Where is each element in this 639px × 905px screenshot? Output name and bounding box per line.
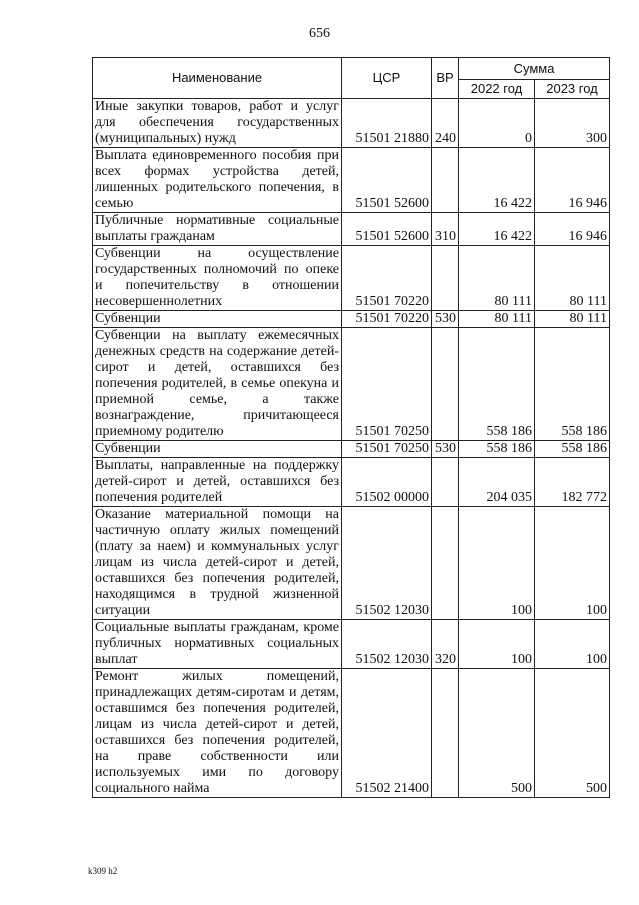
row-code: 51502 00000: [342, 458, 432, 507]
row-name: Оказание материальной помощи на частичную оплату жилых помещений (плату за наем) и коммунальных услуг лицам из числа детей-сирот и детей, оставшихся без попечения родителей, находящимся в трудной жизненной ситуации: [93, 507, 342, 620]
row-value-2023: 182 772: [535, 458, 610, 507]
header-vr: ВР: [432, 58, 459, 99]
row-value-2023: 80 111: [535, 246, 610, 311]
header-sum: Сумма: [459, 58, 610, 80]
header-year-2022: 2022 год: [459, 80, 535, 99]
row-vr: 310: [432, 213, 459, 246]
row-name: Субвенции: [93, 311, 342, 328]
row-value-2022: 16 422: [459, 213, 535, 246]
row-vr: [432, 669, 459, 798]
row-value-2023: 16 946: [535, 213, 610, 246]
row-code: 51501 70220: [342, 246, 432, 311]
row-vr: 530: [432, 441, 459, 458]
row-code: 51501 70250: [342, 441, 432, 458]
row-vr: 240: [432, 99, 459, 148]
row-value-2022: 16 422: [459, 148, 535, 213]
table-row: [93, 458, 610, 507]
table-row: [93, 507, 610, 620]
row-value-2023: 500: [535, 669, 610, 798]
header-name: Наименование: [93, 58, 342, 99]
table-row: [93, 669, 610, 798]
row-code: 51502 21400: [342, 669, 432, 798]
row-value-2022: 100: [459, 507, 535, 620]
table-row: [93, 311, 610, 328]
row-code: 51501 52600: [342, 148, 432, 213]
row-name: Ремонт жилых помещений, принадлежащих детям-сиротам и детям, оставшимся без попечения родителей, лицам из числа детей-сирот и детей, оставшихся без попечения родителей, на праве собственности или используемых ими по договору социального найма: [93, 669, 342, 798]
table-row: [93, 246, 610, 311]
row-value-2022: 0: [459, 99, 535, 148]
row-code: 51501 70250: [342, 328, 432, 441]
row-name: Публичные нормативные социальные выплаты гражданам: [93, 213, 342, 246]
table-row: [93, 620, 610, 669]
table-row: [93, 148, 610, 213]
footer-code: k309 h2: [88, 866, 118, 876]
row-vr: [432, 148, 459, 213]
row-value-2023: 558 186: [535, 328, 610, 441]
page-number: 656: [309, 26, 330, 41]
table-body: [93, 99, 610, 798]
row-name: Субвенции на осуществление государственных полномочий по опеке и попечительству в отношении несовершеннолетних: [93, 246, 342, 311]
row-name: Выплата единовременного пособия при всех формах устройства детей, лишенных родительского попечения, в семью: [93, 148, 342, 213]
row-value-2022: 558 186: [459, 441, 535, 458]
row-code: 51502 12030: [342, 507, 432, 620]
row-value-2023: 80 111: [535, 311, 610, 328]
row-value-2023: 100: [535, 620, 610, 669]
row-vr: [432, 328, 459, 441]
row-value-2022: 500: [459, 669, 535, 798]
row-vr: [432, 246, 459, 311]
row-value-2022: 80 111: [459, 311, 535, 328]
table-row: [93, 441, 610, 458]
row-code: 51501 52600: [342, 213, 432, 246]
row-value-2023: 558 186: [535, 441, 610, 458]
row-value-2023: 300: [535, 99, 610, 148]
row-value-2022: 204 035: [459, 458, 535, 507]
row-code: 51502 12030: [342, 620, 432, 669]
header-code: ЦСР: [342, 58, 432, 99]
row-value-2023: 16 946: [535, 148, 610, 213]
table-row: [93, 213, 610, 246]
row-name: Субвенции: [93, 441, 342, 458]
header-row-top: [93, 58, 610, 80]
row-name: Субвенции на выплату ежемесячных денежных средств на содержание детей-сирот и детей, оставшихся без попечения родителей, в семье опекуна и приемной семье, а также вознаграждение, причитающееся приемному родителю: [93, 328, 342, 441]
table-row: [93, 328, 610, 441]
row-code: 51501 70220: [342, 311, 432, 328]
table-row: [93, 99, 610, 148]
row-value-2022: 100: [459, 620, 535, 669]
budget-table: [92, 57, 610, 798]
row-vr: [432, 458, 459, 507]
row-code: 51501 21880: [342, 99, 432, 148]
row-value-2022: 558 186: [459, 328, 535, 441]
row-value-2023: 100: [535, 507, 610, 620]
row-vr: 530: [432, 311, 459, 328]
row-value-2022: 80 111: [459, 246, 535, 311]
row-name: Выплаты, направленные на поддержку детей-сирот и детей, оставшихся без попечения родителей: [93, 458, 342, 507]
row-vr: 320: [432, 620, 459, 669]
row-name: Иные закупки товаров, работ и услуг для обеспечения государственных (муниципальных) нужд: [93, 99, 342, 148]
row-name: Социальные выплаты гражданам, кроме публичных нормативных социальных выплат: [93, 620, 342, 669]
row-vr: [432, 507, 459, 620]
header-year-2023: 2023 год: [535, 80, 610, 99]
